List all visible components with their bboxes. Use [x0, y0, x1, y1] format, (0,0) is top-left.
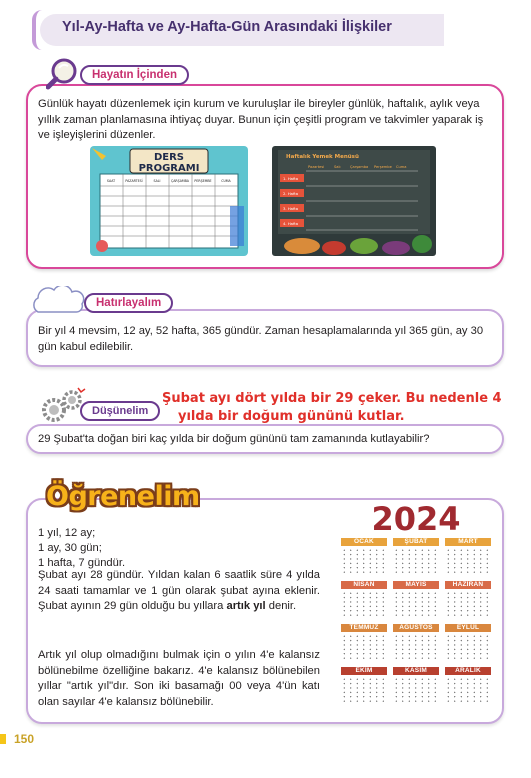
- calendar-month-name: ŞUBAT: [393, 538, 439, 546]
- para1-start: Şubat ayı 28 gündür. Yıldan kalan 6 saatlik süre 4 yılda 24 saati tamamlar ve 1 gün olarak şubat ayına eklenir. Şubat ayının 29 gün olduğu bu yıllara: [38, 569, 320, 613]
- menu-col-2: Çarşamba: [350, 165, 369, 169]
- hatirlayalim-text: Bir yıl 4 mevsim, 12 ay, 52 hafta, 365 gündür. Zaman hesaplamalarında yıl 365 gün, ay 30 gün kabul edilebilir.: [38, 325, 484, 353]
- calendar-day-grid: [445, 677, 491, 703]
- calendar-day-grid: [341, 634, 387, 660]
- ders-programi-image: [90, 146, 248, 256]
- dusunelim-label: Düşünelim: [80, 401, 160, 421]
- ders-title-1: DERS: [153, 152, 185, 163]
- yemek-menusu-image: [272, 146, 436, 256]
- ders-col-0: SAAT: [106, 179, 116, 183]
- hayatin-icinden-label: Hayatın İçinden: [80, 65, 189, 85]
- calendar-day-grid: [393, 677, 439, 703]
- ders-col-1: PAZARTESİ: [125, 179, 143, 183]
- calendar-day-grid: [445, 548, 491, 574]
- calendar-month: [445, 624, 491, 662]
- ders-col-2: SALI: [153, 179, 161, 183]
- footer-bar: [0, 734, 6, 744]
- calendar-month-name: AĞUSTOS: [393, 624, 439, 632]
- magnifier-icon: [46, 56, 80, 90]
- calendar-month-name: HAZİRAN: [445, 581, 491, 589]
- ogrenelim-para-2: Artık yıl olup olmadığını bulmak için o yılın 4'e kalansız bölünebilme özelliğine bakarız. 4'e kalansız bölünebilen yıllar "artık yıl"dır. Son iki basamağı 00 veya 4'ün katı olan sayılar 4'e kalansız bölünebilir.: [38, 649, 320, 708]
- calendar-month: [393, 581, 439, 619]
- calendar-month: [341, 538, 387, 576]
- calendar-day-grid: [445, 591, 491, 617]
- calendar-month: [393, 538, 439, 576]
- calendar-day-grid: [393, 548, 439, 574]
- para1-bold: artık yıl: [226, 600, 266, 613]
- gears-icon: [40, 386, 86, 426]
- menu-col-4: Cuma: [396, 165, 407, 169]
- calendar-month-name: EKİM: [341, 667, 387, 675]
- para1-end: denir.: [265, 600, 297, 613]
- menu-title: Haftalık Yemek Menüsü: [286, 154, 359, 160]
- calendar-month-name: EYLÜL: [445, 624, 491, 632]
- menu-row-2: 3. Hafta: [283, 206, 299, 211]
- ders-col-5: CUMA: [221, 179, 231, 183]
- calendar-month: [341, 667, 387, 705]
- menu-row-1: 2. Hafta: [283, 191, 299, 196]
- handwritten-line-2: yılda bir doğum gününü kutlar.: [178, 409, 405, 424]
- hayatin-icinden-text: Günlük hayatı düzenlemek için kurum ve kuruluşlar ile bireyler günlük, haftalık, aylık veya yıllık zaman planlamasına ihtiyaç duyar. Bunun için çeşitli program ve takvimler yaparak iş ve işleyişlerini düzenler.: [38, 98, 484, 142]
- menu-col-0: Pazartesi: [308, 165, 325, 169]
- menu-row-0: 1. Hafta: [283, 176, 299, 181]
- calendar-day-grid: [341, 591, 387, 617]
- calendar-month: [393, 624, 439, 662]
- menu-col-1: Salı: [334, 165, 341, 169]
- calendar-day-grid: [393, 591, 439, 617]
- page-title: Yıl-Ay-Hafta ve Ay-Hafta-Gün Arasındaki İlişkiler: [62, 19, 392, 35]
- ders-col-3: ÇARŞAMBA: [170, 179, 190, 183]
- menu-col-3: Perşembe: [374, 165, 392, 169]
- ogrenelim-line-3: 1 hafta, 7 gündür.: [38, 557, 126, 569]
- ogrenelim-line-2: 1 ay, 30 gün;: [38, 542, 102, 554]
- dusunelim-question: 29 Şubat'ta doğan biri kaç yılda bir doğum gününü tam zamanında kutlayabilir?: [38, 433, 430, 445]
- page-number: 150: [14, 732, 35, 746]
- calendar-month: [445, 581, 491, 619]
- ders-col-4: PERŞEMBE: [194, 179, 212, 183]
- handwritten-line-1: Şubat ayı dört yılda bir 29 çeker. Bu nedenle 4: [162, 391, 502, 406]
- calendar-month-name: MAYIS: [393, 581, 439, 589]
- calendar-month-name: MART: [445, 538, 491, 546]
- calendar-month-name: ARALIK: [445, 667, 491, 675]
- menu-row-3: 4. Hafta: [283, 221, 299, 226]
- calendar-month-name: OCAK: [341, 538, 387, 546]
- ders-title-2: PROGRAMI: [138, 163, 200, 174]
- handwritten-answer: [162, 390, 502, 426]
- ogrenelim-label: Öğrenelim: [46, 481, 200, 512]
- calendar-month: [445, 538, 491, 576]
- cloud-icon: [28, 286, 90, 316]
- calendar-month-name: TEMMUZ: [341, 624, 387, 632]
- calendar-day-grid: [341, 677, 387, 703]
- calendar-year: 2024: [371, 500, 461, 538]
- ogrenelim-line-1: 1 yıl, 12 ay;: [38, 527, 96, 539]
- calendar-month: [341, 624, 387, 662]
- calendar-month: [445, 667, 491, 705]
- calendar-month: [393, 667, 439, 705]
- calendar-month-name: NİSAN: [341, 581, 387, 589]
- calendar-month: [341, 581, 387, 619]
- calendar-day-grid: [393, 634, 439, 660]
- calendar-day-grid: [445, 634, 491, 660]
- calendar-month-name: KASIM: [393, 667, 439, 675]
- ogrenelim-para-1: [38, 568, 320, 615]
- hatirlayalim-label: Hatırlayalım: [84, 293, 173, 313]
- calendar-day-grid: [341, 548, 387, 574]
